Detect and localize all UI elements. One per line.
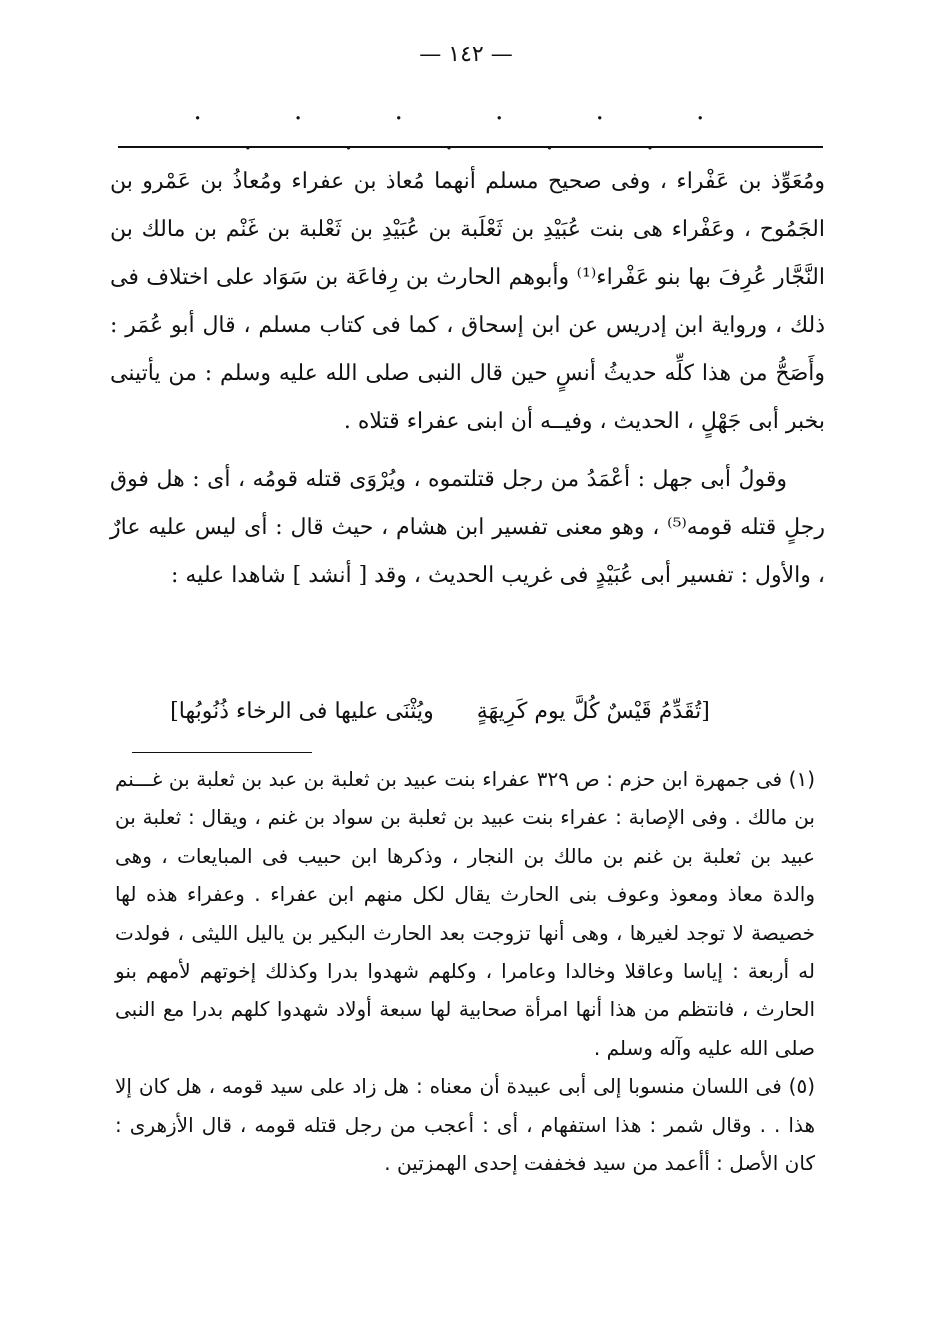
body-paragraph: ومُعَوِّذ بن عَفْراء ، وفى صحيح مسلم أنهما مُعاذ بن عفراء ومُعاذُ بن عَمْرو بن الجَمُوح ، وعَفْراء هى بنت عُبَيْدِ بن ثَعْلَبة بن عُبَيْدِ بن ثَعْلبة بن غَنْم بن مالك بن النَّجَّار عُرِفَ بها بنو عَفْراء⁽¹⁾ وأبوهم الحارث بن رِفاعَة بن سَوَاد على اختلاف فى ذلك ، ورواية ابن إدريس عن ابن إسحاق ، كما فى كتاب مسلم ، قال أبو عُمَر : وأَصَحُّ من هذا كلِّه حديثُ أنسٍ حين قال النبى صلى الله عليه وسلم : من يأتينى بخبر أبى جَهْلٍ ، الحديث ، وفيــه أن ابنى عفراء قتلاه . xyxy=(110,169,825,434)
verse-hemistich-right: [تُقَدِّمُ قَيْسٌ كُلَّ يوم كَرِيهَةٍ xyxy=(476,699,710,724)
footnote: (٥) فى اللسان منسوبا إلى أبى عبيدة أن معناه : هل زاد على سيد قومه ، هل كان إلا هذا . . وقال شمر : هذا استفهام ، أى : أعجب من رجل قتله قومه ، قال الأزهرى : كان الأصل : أأعمد من سيد فخففت إحدى الهمزتين . xyxy=(115,1074,815,1176)
footnotes xyxy=(115,760,815,1182)
body-paragraph: وقولُ أبى جهل : أعْمَدُ من رجل قتلتموه ، ويُرْوَى قتله قومُه ، أى : هل فوق رجلٍ قتله قومه⁽⁵⁾ ، وهو معنى تفسير ابن هشام ، حيث قال : أى ليس عليه عارٌ ، والأول : تفسير أبى عُبَيْدٍ فى غريب الحديث ، وقد [ أنشد ] شاهدا عليه : xyxy=(110,467,826,588)
header-rule xyxy=(118,146,823,148)
page-number: — ١٤٢ — xyxy=(419,42,513,67)
footnote: (١) فى جمهرة ابن حزم : ص ٣٢٩ عفراء بنت عبيد بن ثعلبة بن عبد بن ثعلبة بن غـــنم بن مالك . وفى الإصابة : عفراء بنت عبيد بن ثعلبة بن سواد بن غنم ، ويقال : ثعلبة بن عبيد بن ثعلبة بن غنم بن مالك بن النجار ، وذكرها ابن حبيب فى المبايعات ، وهى والدة معاذ ومعوذ وعوف بنى الحارث يقال لكل منهم ابن عفراء . وعفراء هذه لها خصيصة لا توجد لغيرها ، وهى أنها تزوجت بعد الحارث البكير بن ياليل الليثى ، فولدت له أربعة : إياسا وعاقلا وخالدا وعامرا ، وكلهم شهدوا بدرا وكذلك إخوتهم لأمهم بنو الحارث ، فانتظم من هذا أنها امرأة صحابية لها سبعة أولاد شهدوا كلهم بدرا مع النبى صلى الله عليه وآله وسلم . xyxy=(115,767,815,1060)
decorative-dots: · · · · · · · · · · · xyxy=(193,104,747,164)
verse-line xyxy=(140,692,740,732)
main-text xyxy=(110,158,825,600)
verse-hemistich-left: ويُثْنَى عليها فى الرخاء ذُنُوبُها] xyxy=(170,699,434,724)
footnote-rule xyxy=(132,752,312,753)
